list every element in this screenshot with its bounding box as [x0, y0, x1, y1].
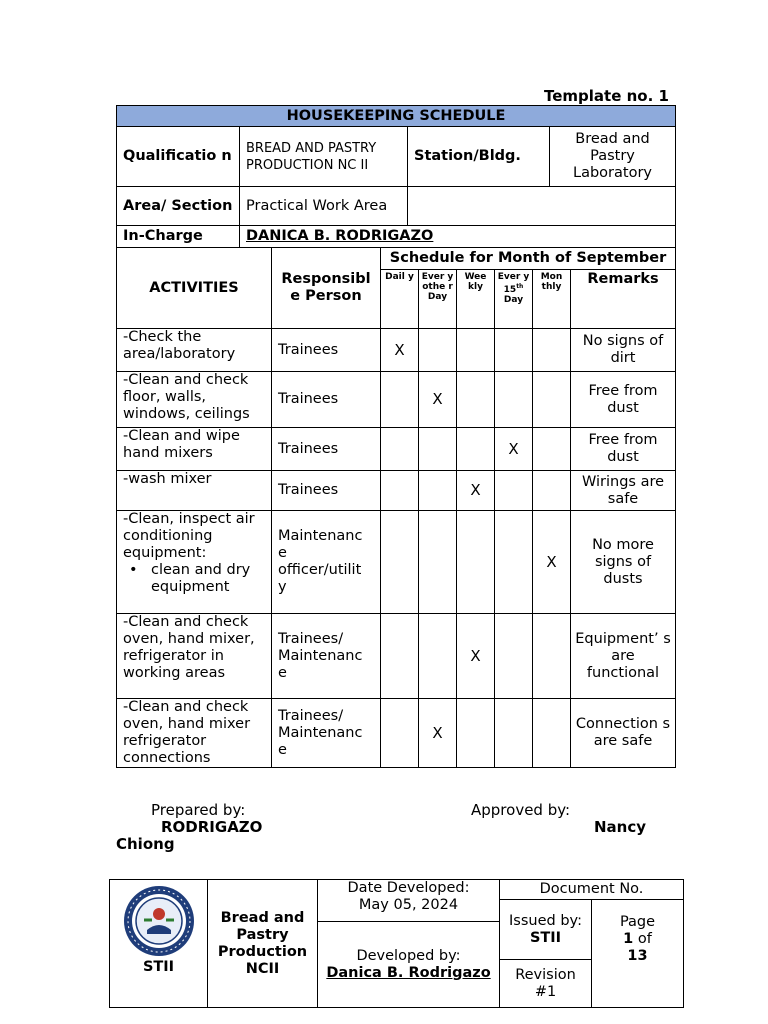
station-value: Bread and Pastry Laboratory — [550, 127, 676, 187]
qualification-label: Qualificatio n — [117, 127, 240, 187]
frequency-cell — [533, 372, 571, 428]
frequency-cell — [533, 329, 571, 372]
freq-monthly: Mon thly — [533, 270, 571, 329]
activity-cell: -Check the area/laboratory — [117, 329, 272, 372]
frequency-cell — [381, 372, 419, 428]
template-number: Template no. 1 — [544, 87, 669, 105]
frequency-cell — [495, 511, 533, 614]
incharge-label: In-Charge — [117, 226, 240, 248]
activity-cell: -Clean, inspect air conditioning equipment: • clean and dry equipment — [117, 511, 272, 614]
activity-cell: -wash mixer — [117, 471, 272, 511]
frequency-cell — [419, 511, 457, 614]
remarks-cell: No more signs of dusts — [571, 511, 676, 614]
responsible-person-cell: Trainees — [272, 329, 381, 372]
footer-developed-cell: Developed by: Danica B. Rodrigazo — [318, 922, 500, 1008]
area-value: Practical Work Area — [240, 187, 408, 226]
activity-cell: -Clean and check oven, hand mixer refrigerator connections — [117, 699, 272, 768]
qualification-value: BREAD AND PASTRY PRODUCTION NC II — [240, 127, 408, 187]
freq-every-other-day: Ever y othe r Day — [419, 270, 457, 329]
stii-logo-icon — [122, 884, 196, 958]
frequency-cell — [381, 699, 419, 768]
frequency-cell — [457, 329, 495, 372]
frequency-cell: X — [419, 372, 457, 428]
frequency-cell — [381, 614, 419, 699]
schedule-row — [117, 699, 676, 768]
schedule-row — [117, 428, 676, 471]
schedule-table — [116, 247, 676, 768]
col-activities: ACTIVITIES — [117, 248, 272, 329]
footer-date-cell: Date Developed: May 05, 2024 — [318, 880, 500, 922]
frequency-cell: X — [457, 471, 495, 511]
area-label: Area/ Section — [117, 187, 240, 226]
responsible-person-cell: Trainees — [272, 428, 381, 471]
approved-by-label: Approved by: — [471, 801, 571, 819]
frequency-cell: X — [533, 511, 571, 614]
frequency-cell: X — [495, 428, 533, 471]
footer-issued-cell: Issued by: STII — [500, 900, 592, 960]
frequency-cell — [419, 471, 457, 511]
schedule-row — [117, 614, 676, 699]
footer-page-cell: Page 1 of 13 — [592, 900, 684, 1008]
frequency-cell — [381, 511, 419, 614]
footer-logo-cell — [110, 880, 208, 1008]
schedule-row — [117, 471, 676, 511]
frequency-cell — [495, 372, 533, 428]
remarks-cell: Free from dust — [571, 372, 676, 428]
schedule-row — [117, 372, 676, 428]
frequency-cell — [419, 428, 457, 471]
frequency-cell — [495, 471, 533, 511]
frequency-cell — [495, 614, 533, 699]
footer-course: Bread and Pastry Production NCII — [208, 880, 318, 1008]
frequency-cell — [457, 511, 495, 614]
responsible-person-cell: Trainees — [272, 471, 381, 511]
freq-weekly: Wee kly — [457, 270, 495, 329]
remarks-cell: No signs of dirt — [571, 329, 676, 372]
schedule-title: HOUSEKEEPING SCHEDULE — [117, 106, 676, 127]
remarks-cell: Equipment’ s are functional — [571, 614, 676, 699]
approved-by-name: Nancy — [594, 818, 647, 836]
col-remarks: Remarks — [571, 270, 676, 329]
frequency-cell — [457, 372, 495, 428]
frequency-cell — [533, 471, 571, 511]
freq-daily: Dail y — [381, 270, 419, 329]
frequency-cell — [533, 428, 571, 471]
schedule-row — [117, 329, 676, 372]
schedule-row — [117, 511, 676, 614]
responsible-person-cell: Maintenanc e officer/utilit y — [272, 511, 381, 614]
frequency-cell — [457, 699, 495, 768]
frequency-cell — [495, 699, 533, 768]
footer-logo-text: STII — [142, 959, 175, 975]
remarks-cell: Wirings are safe — [571, 471, 676, 511]
col-responsible: Responsibl e Person — [272, 248, 381, 329]
footer-doc-no: Document No. — [500, 880, 684, 900]
frequency-cell: X — [457, 614, 495, 699]
frequency-cell — [381, 428, 419, 471]
area-blank — [408, 187, 676, 226]
remarks-cell: Free from dust — [571, 428, 676, 471]
month-heading: Schedule for Month of September — [381, 248, 676, 270]
frequency-cell — [381, 471, 419, 511]
prepared-by-name: RODRIGAZO — [161, 818, 263, 836]
footer-table — [109, 879, 684, 1008]
frequency-cell — [533, 614, 571, 699]
frequency-cell — [457, 428, 495, 471]
activity-bullet: • clean and dry equipment — [151, 562, 265, 596]
responsible-person-cell: Trainees/ Maintenanc e — [272, 614, 381, 699]
header-table — [116, 105, 676, 248]
prepared-by-name-continued: Chiong — [116, 835, 175, 853]
frequency-cell: X — [381, 329, 419, 372]
frequency-cell — [495, 329, 533, 372]
incharge-value: DANICA B. RODRIGAZO — [240, 226, 676, 248]
remarks-cell: Connection s are safe — [571, 699, 676, 768]
prepared-by-label: Prepared by: — [151, 801, 246, 819]
activity-cell: -Clean and wipe hand mixers — [117, 428, 272, 471]
frequency-cell — [419, 329, 457, 372]
station-label: Station/Bldg. — [408, 127, 550, 187]
responsible-person-cell: Trainees — [272, 372, 381, 428]
frequency-cell — [419, 614, 457, 699]
frequency-cell: X — [419, 699, 457, 768]
responsible-person-cell: Trainees/ Maintenanc e — [272, 699, 381, 768]
freq-every-15th-day: Ever y 15th Day — [495, 270, 533, 329]
footer-revision: Revision #1 — [500, 960, 592, 1008]
activity-cell: -Clean and check floor, walls, windows, ceilings — [117, 372, 272, 428]
activity-cell: -Clean and check oven, hand mixer, refrigerator in working areas — [117, 614, 272, 699]
frequency-cell — [533, 699, 571, 768]
